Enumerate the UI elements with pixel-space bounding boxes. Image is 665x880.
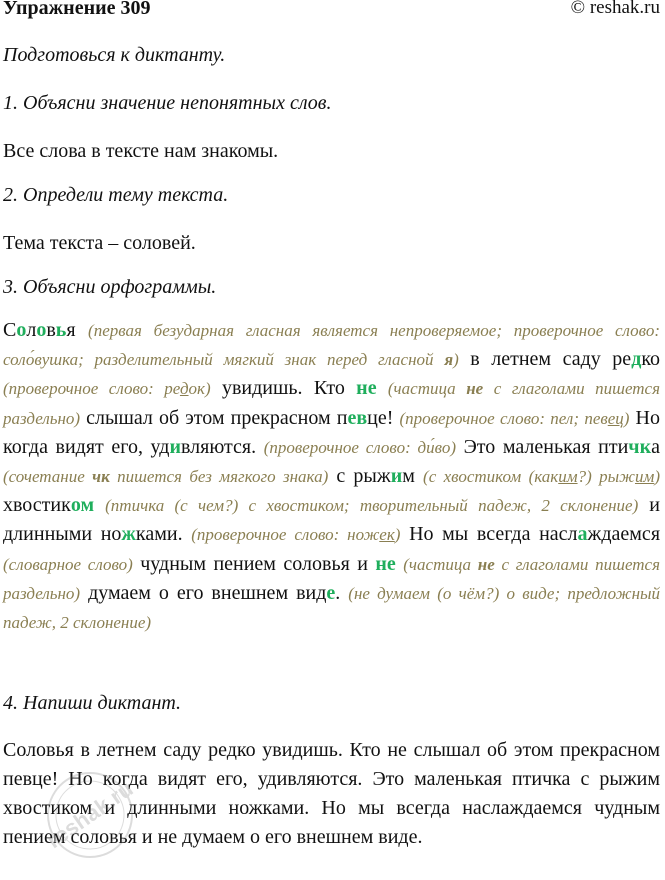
orthogram-text: Соловья (первая безударная гласная является непроверяемое; проверочное слово: соло́вушка; разделительный мягкий знак перед гласной я) в летнем саду редко (проверочное слово: редок) увидишь. Кто не (частица не с глаголами пишется раздельно) слышал об этом прекрасном певце! (проверочное слово: пел; певец) Но когда видят его, удивляются. (проверочное слово: ди́во) Это маленькая птичка (сочетание чк пишется без мягкого знака) с рыжим (с хвостиком (каким?) рыжим) хвостиком (птичка (с чем?) с хвостиком; творительный падеж, 2 склонение) и длинными ножками. (проверочное слово: ножек) Но мы всегда наслаждаемся (словарное слово) чудным пением соловья и не (частица не с глаголами пишется раздельно) думаем о его внешнем виде. (не думаем (о чём?) о виде; предложный падеж, 2 склонение) (3, 319, 661, 633)
task-1: 1. Объясни значение непонятных слов. (3, 92, 332, 114)
task-3: 3. Объясни орфограммы. (3, 276, 217, 298)
exercise-title: Упражнение 309 (3, 0, 151, 19)
task-2: 2. Определи тему текста. (3, 184, 229, 206)
task-4: 4. Напиши диктант. (3, 692, 182, 714)
task-prepare: Подготовься к диктанту. (3, 44, 226, 66)
page (3, 0, 662, 848)
answer-2: Тема текста – соловей. (3, 232, 196, 254)
answer-1: Все слова в тексте нам знакомы. (3, 140, 279, 162)
header (3, 0, 662, 24)
dictation-text: Соловья в летнем саду редко увидишь. Кто не слышал об этом прекрасном певце! Но когда видят его, удивляются. Это маленькая птичка с рыжим хвостиком и длинными ножками. Но мы всегда наслаждаемся чудным пением соловья и не думаем о его внешнем виде. (3, 739, 660, 848)
site-label: © reshak.ru (570, 0, 660, 18)
svg-text:reshak.ru: reshak.ru (41, 775, 138, 854)
